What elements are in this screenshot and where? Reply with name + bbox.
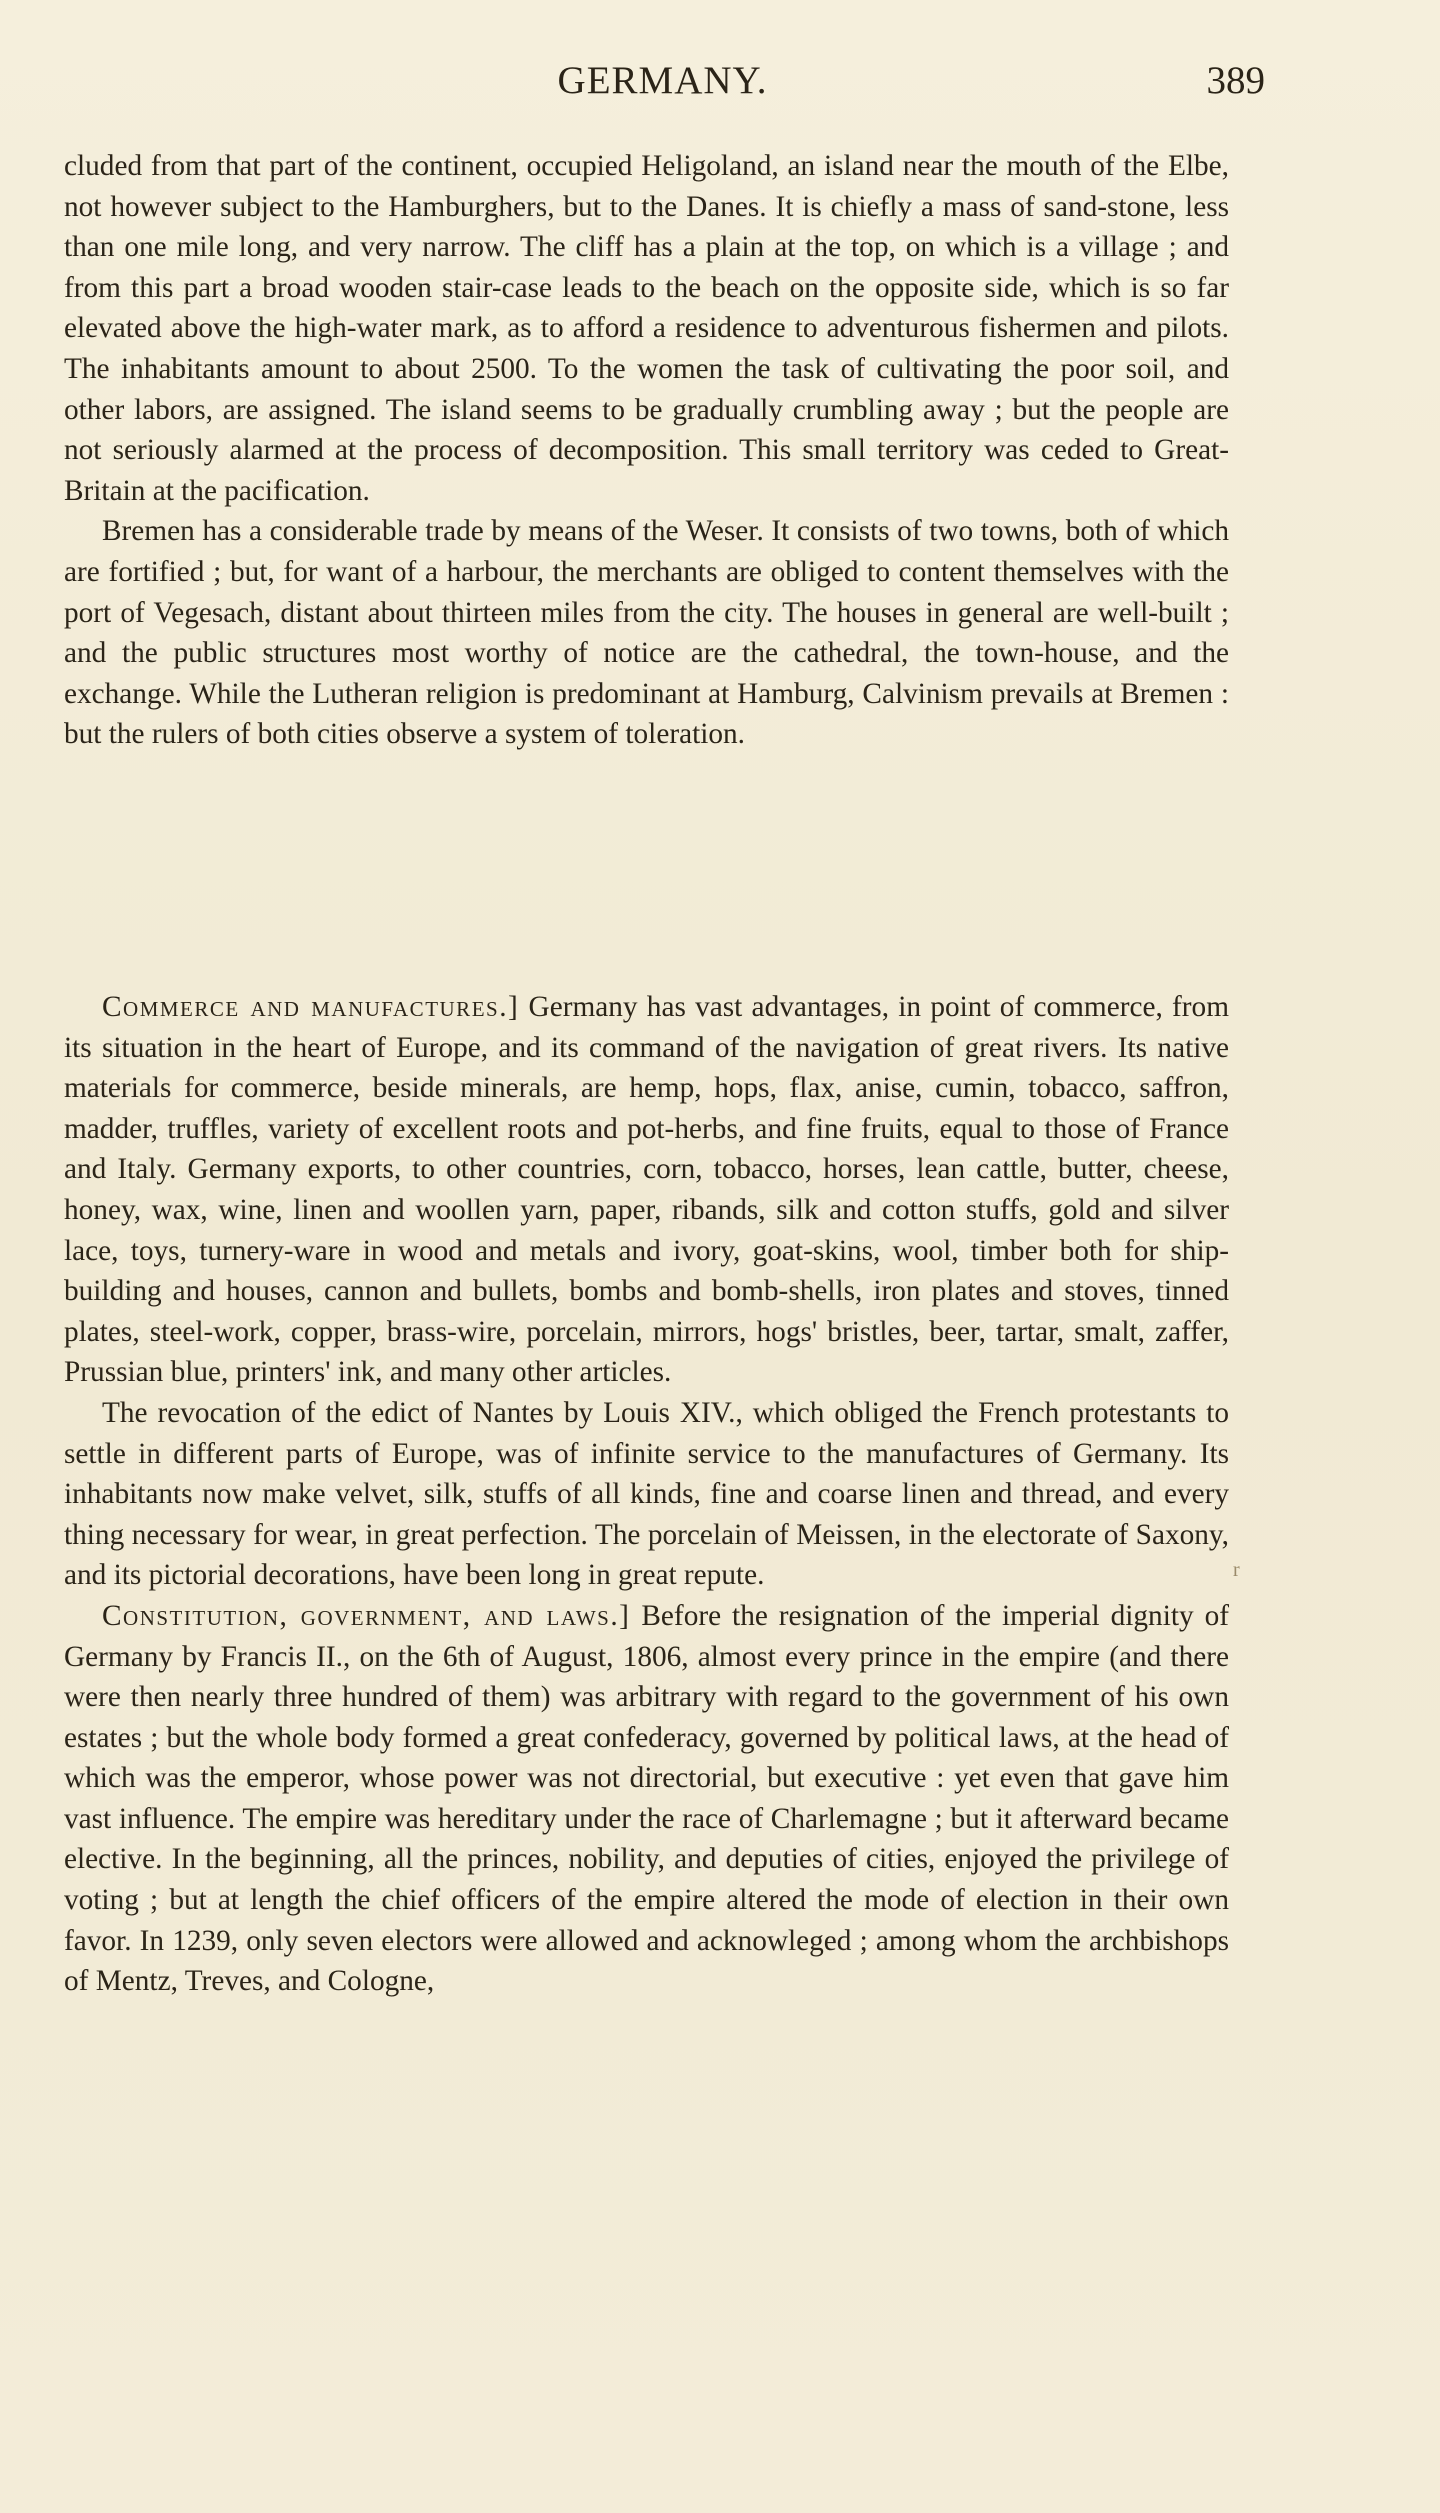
text-block-lower: [64, 987, 1229, 2002]
paragraph-nantes: The revocation of the edict of Nantes by Louis XIV., which obliged the French protestants to settle in different parts of Europe, was of infinite service to the manufactures of Germany. Its inhabitants now make velvet, silk, stuffs of all kinds, fine and coarse linen and thread, and every thing necessary for wear, in great perfection. The porcelain of Meissen, in the electorate of Saxony, and its pictorial decorations, have been long in great repute.: [64, 1396, 1229, 1592]
section-heading-commerce: Commerce and manufactures.]: [102, 991, 520, 1023]
page-number: 389: [1206, 59, 1265, 102]
paragraph-heligoland: cluded from that part of the continent, occupied Heligoland, an island near the mouth of the Elbe, not however subject to the Hamburghers, but to the Danes. It is chiefly a mass of sand-stone, less than one mile long, and very narrow. The cliff has a plain at the top, on which is a village ; and from this part a broad wooden stair-case leads to the beach on the opposite side, which is so far elevated above the high-water mark, as to afford a residence to adventurous fishermen and pilots. The inhabitants amount to about 2500. To the women the task of cultivating the poor soil, and other labors, are assigned. The island seems to be gradually crumbling away ; but the people are not seriously alarmed at the process of decomposition. This small territory was ceded to Great-Britain at the pacification.: [64, 150, 1229, 507]
section-heading-constitution: Constitution, government, and laws.]: [102, 1599, 631, 1632]
paragraph-commerce: [64, 987, 1229, 1393]
page-title: GERMANY.: [557, 59, 768, 102]
commerce-text: Germany has vast advantages, in point of commerce, from its situation in the heart of Europe, and its command of the navigation of great rivers. Its native materials for commerce, beside minerals, are hemp, hops, flax, anise, cumin, tobacco, saffron, madder, truffles, variety of excellent roots and pot-herbs, and fine fruits, equal to those of France and Italy. Germany exports, to other countries, corn, tobacco, horses, lean cattle, butter, cheese, honey, wax, wine, linen and woollen yarn, paper, ribands, silk and cotton stuffs, gold and silver lace, toys, turnery-ware in wood and metals and ivory, goat-skins, wool, timber both for ship-building and houses, cannon and bullets, bombs and bomb-shells, iron plates and stoves, tinned plates, steel-work, copper, brass-wire, porcelain, mirrors, hogs' bristles, beer, tartar, smalt, zaffer, Prussian blue, printers' ink, and many other articles.: [64, 991, 1229, 1389]
paragraph-constitution: [64, 1596, 1229, 2002]
text-block-upper: [64, 146, 1229, 755]
constitution-text: Before the resignation of the imperial dignity of Germany by Francis II., on the 6th of August, 1806, almost every prince in the empire (and there were then nearly three hundred of them) was arbitrary with regard to the government of his own estates ; but the whole body formed a great confederacy, governed by political laws, at the head of which was the emperor, whose power was not directorial, but executive : yet even that gave him vast influence. The empire was hereditary under the race of Charlemagne ; but it afterward became elective. In the beginning, all the princes, nobility, and deputies of cities, enjoyed the privilege of voting ; but at length the chief officers of the empire altered the mode of election in their own favor. In 1239, only seven electors were allowed and acknowleged ; among whom the archbishops of Mentz, Treves, and Cologne,: [64, 1599, 1229, 1998]
paragraph-bremen: Bremen has a considerable trade by means of the Weser. It consists of two towns, both of which are fortified ; but, for want of a harbour, the merchants are obliged to content themselves with the port of Vegesach, distant about thirteen miles from the city. The houses in general are well-built ; and the public structures most worthy of notice are the cathedral, the town-house, and the exchange. While the Lutheran religion is predominant at Hamburg, Calvinism prevails at Bremen : but the rulers of both cities observe a system of toleration.: [64, 515, 1229, 751]
running-head: [60, 58, 1265, 108]
margin-mark: r: [1233, 1559, 1240, 1581]
